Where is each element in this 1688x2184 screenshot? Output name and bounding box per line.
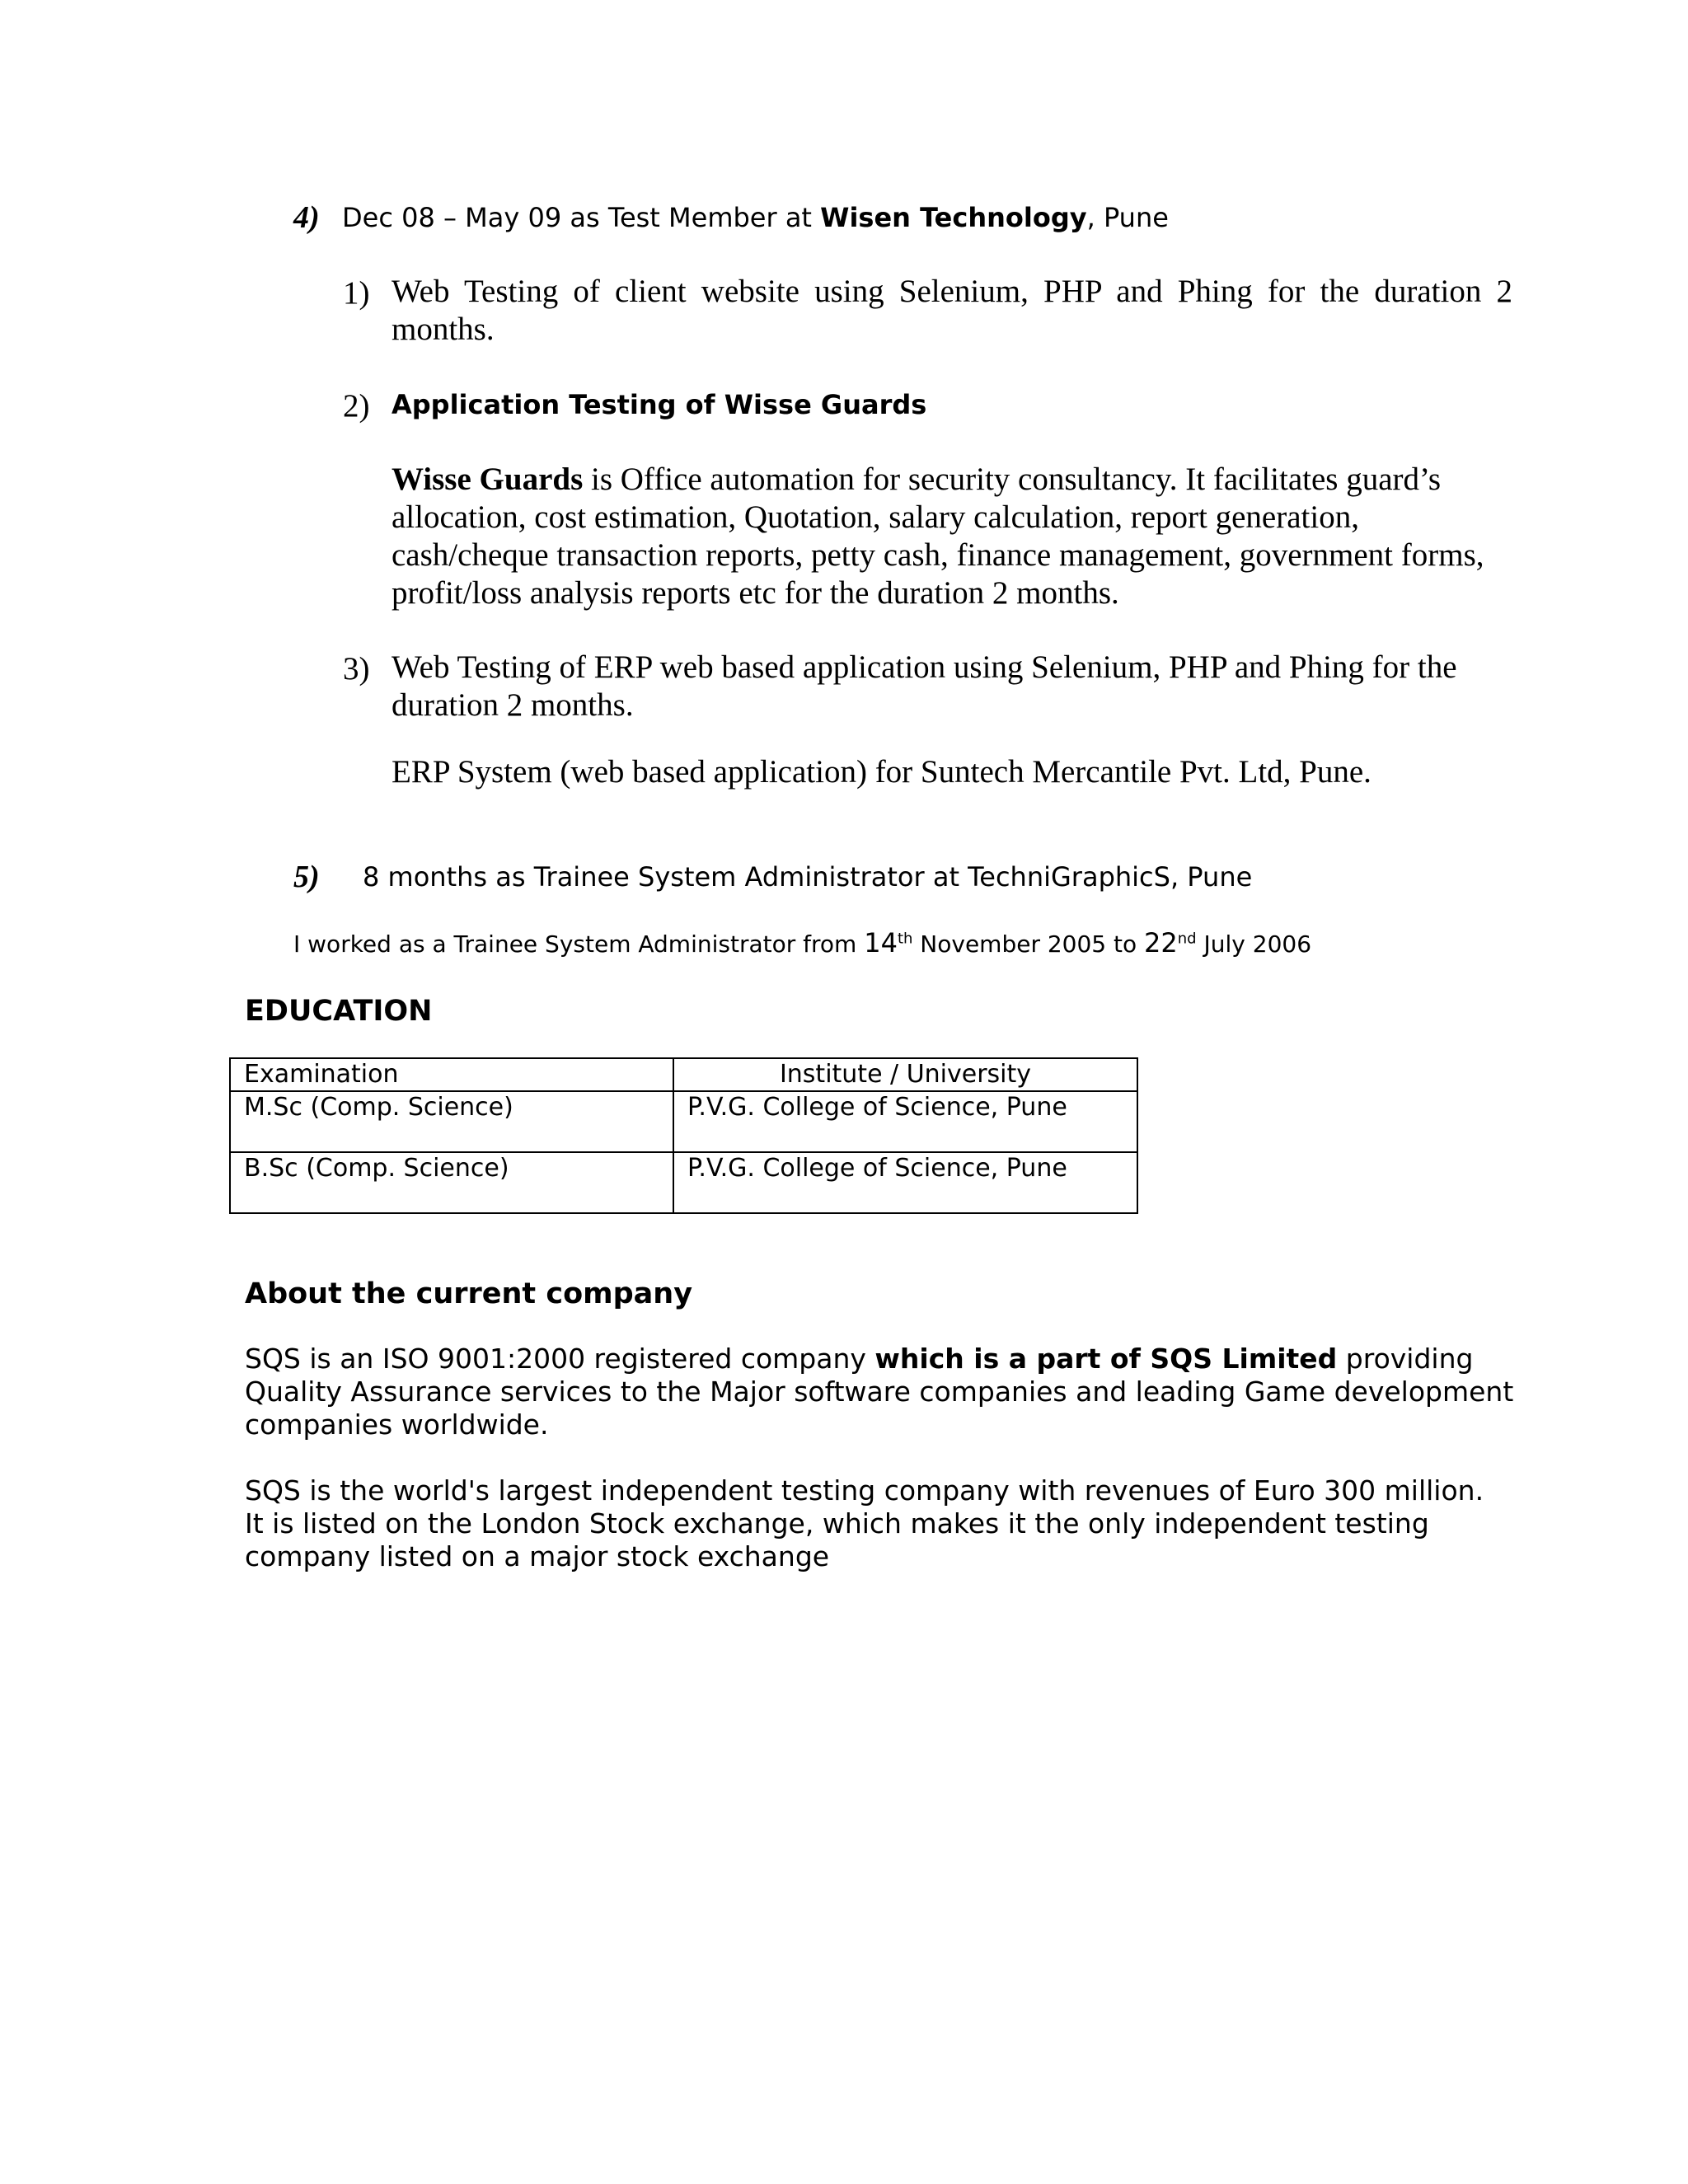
- company-p2-line1: SQS is the world's largest independent testing company with revenues of Euro 300 million.: [245, 1474, 1484, 1507]
- table-cell: P.V.G. College of Science, Pune: [673, 1152, 1137, 1213]
- job4-number: 4): [293, 200, 320, 235]
- table-cell: B.Sc (Comp. Science): [230, 1152, 673, 1213]
- job5-start-rest: November 2005 to: [912, 930, 1145, 958]
- item3-note: ERP System (web based application) for Suntech Mercantile Pvt. Ltd, Pune.: [392, 754, 1372, 790]
- job4-period-role: Dec 08 – May 09 as Test Member at: [342, 202, 821, 233]
- item3-line1: Web Testing of ERP web based application using Selenium, PHP and Phing for the: [392, 649, 1457, 685]
- item2-desc-line2: allocation, cost estimation, Quotation, salary calculation, report generation,: [392, 499, 1359, 535]
- job5-end-rest: July 2006: [1196, 930, 1312, 958]
- company-p1-text-a: SQS is an ISO 9001:2000 registered company: [245, 1343, 875, 1375]
- job5-number: 5): [293, 860, 320, 894]
- table-cell: P.V.G. College of Science, Pune: [673, 1091, 1137, 1152]
- company-p1-line3: companies worldwide.: [245, 1408, 549, 1441]
- company-p1-line2: Quality Assurance services to the Major software companies and leading Game development: [245, 1376, 1514, 1408]
- company-p2-line2: It is listed on the London Stock exchange, which makes it the only independent testing: [245, 1507, 1429, 1540]
- education-table: [229, 1057, 1138, 1214]
- item1-line1: Web Testing of client website using Selenium, PHP and Phing for the duration 2: [392, 274, 1512, 309]
- item2-desc-text1: is Office automation for security consultancy. It facilitates guard’s: [583, 462, 1442, 497]
- company-heading: About the current company: [245, 1277, 693, 1310]
- company-p2-line3: company listed on a major stock exchange: [245, 1540, 830, 1572]
- item2-title: Application Testing of Wisse Guards: [392, 389, 927, 420]
- job5-start-sup: th: [897, 930, 913, 948]
- company-p1-line1: [245, 1343, 1473, 1376]
- item2-desc-line3: cash/cheque transaction reports, petty cash, finance management, government forms,: [392, 537, 1484, 573]
- item2-desc-line1: [392, 461, 1441, 499]
- table-row: [230, 1152, 1137, 1213]
- job4-title: [342, 202, 1169, 233]
- job5-start-day: 14: [864, 927, 898, 958]
- company-p1-bold: which is a part of SQS Limited: [874, 1343, 1338, 1375]
- item2-number: 2): [343, 388, 370, 424]
- item1-line2: months.: [392, 312, 495, 347]
- table-cell: M.Sc (Comp. Science): [230, 1091, 673, 1152]
- education-heading: EDUCATION: [245, 995, 433, 1028]
- item1-number: 1): [343, 275, 370, 311]
- table-header-cell: Examination: [230, 1058, 673, 1091]
- table-header-cell: Institute / University: [673, 1058, 1137, 1091]
- job4-location: , Pune: [1086, 202, 1169, 233]
- item3-line2: duration 2 months.: [392, 687, 634, 723]
- item3-number: 3): [343, 651, 370, 687]
- item2-desc-line4: profit/loss analysis reports etc for the duration 2 months.: [392, 575, 1119, 611]
- table-header-row: [230, 1058, 1137, 1091]
- job5-desc-prefix: I worked as a Trainee System Administrator from: [293, 930, 865, 958]
- job5-title: 8 months as Trainee System Administrator at TechniGraphicS, Pune: [363, 861, 1253, 893]
- item2-desc-bold: Wisse Guards: [392, 462, 584, 497]
- job5-end-sup: nd: [1177, 930, 1197, 948]
- company-p1-text-b: providing: [1337, 1343, 1474, 1375]
- job5-desc: [293, 927, 1311, 958]
- job4-company: Wisen Technology: [820, 202, 1087, 233]
- table-row: [230, 1091, 1137, 1152]
- job5-end-day: 22: [1144, 927, 1178, 958]
